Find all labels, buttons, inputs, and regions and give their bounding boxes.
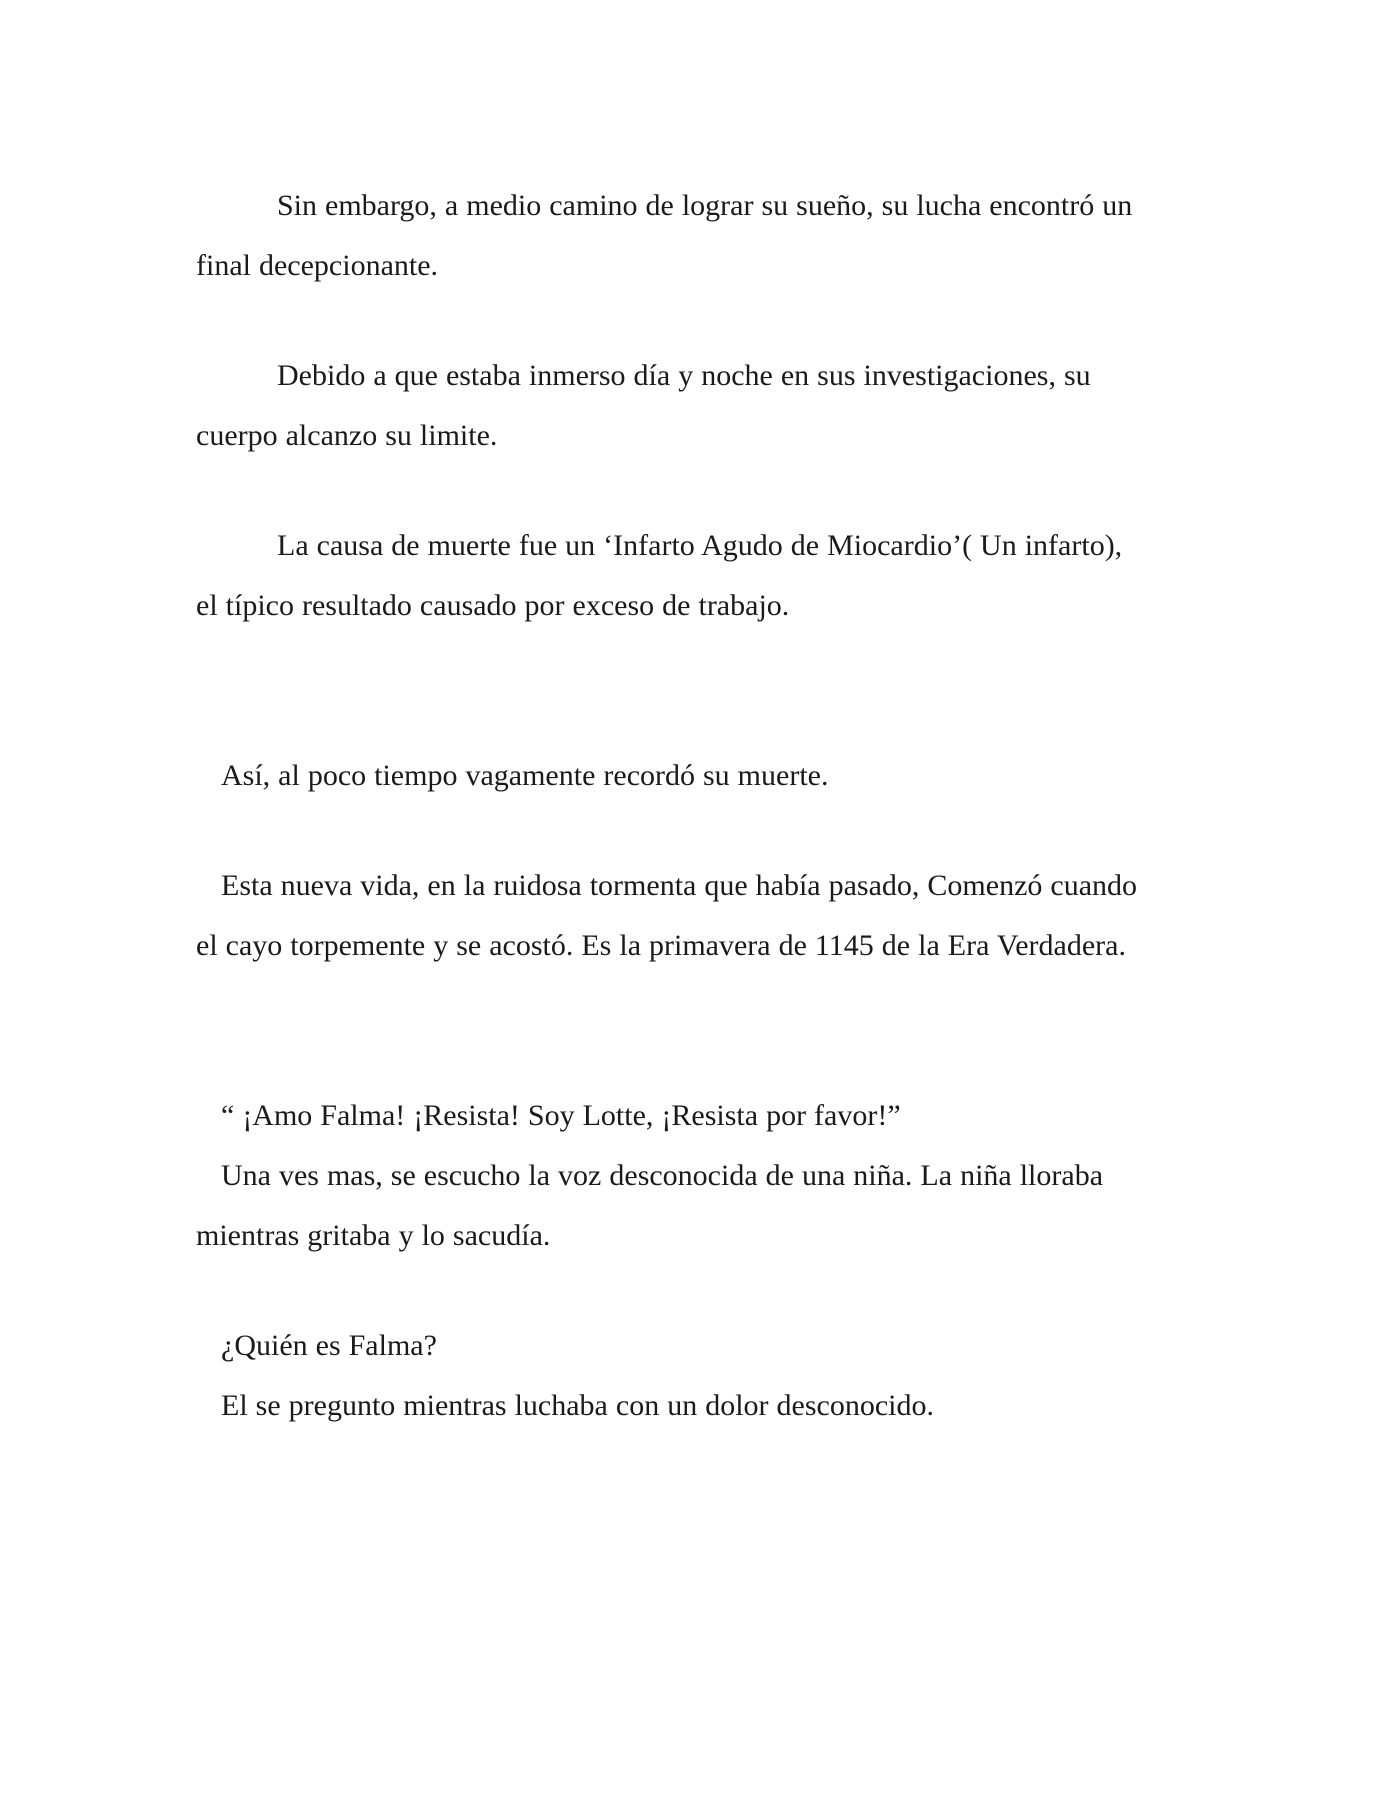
- text-line: Debido a que estaba inmerso día y noche en sus investigaciones, su: [277, 359, 1091, 392]
- text-line: Esta nueva vida, en la ruidosa tormenta que había pasado, Comenzó cuando: [221, 869, 1138, 902]
- text-line: La causa de muerte fue un ‘Infarto Agudo de Miocardio’( Un infarto),: [277, 529, 1123, 562]
- paragraph-2: [196, 346, 1206, 466]
- text-line: “ ¡Amo Falma! ¡Resista! Soy Lotte, ¡Resista por favor!”: [221, 1099, 901, 1132]
- text-line: Sin embargo, a medio camino de lograr su sueño, su lucha encontró un: [277, 189, 1133, 222]
- paragraph-4: [196, 746, 1206, 806]
- text-line: el típico resultado causado por exceso de trabajo.: [196, 589, 790, 622]
- text-line: Una ves mas, se escucho la voz desconocida de una niña. La niña lloraba: [221, 1159, 1104, 1192]
- paragraph-6: [196, 1086, 1206, 1266]
- paragraph-1: [196, 176, 1206, 296]
- text-line: ¿Quién es Falma?: [221, 1329, 437, 1362]
- text-line: mientras gritaba y lo sacudía.: [196, 1219, 551, 1252]
- text-line: final decepcionante.: [196, 249, 439, 282]
- text-line: El se pregunto mientras luchaba con un dolor desconocido.: [221, 1389, 934, 1422]
- text-line: Así, al poco tiempo vagamente recordó su muerte.: [221, 759, 829, 792]
- paragraph-5: [196, 856, 1206, 976]
- paragraph-3: [196, 516, 1206, 636]
- text-line: cuerpo alcanzo su limite.: [196, 419, 498, 452]
- paragraph-7: [196, 1316, 1206, 1436]
- text-line: el cayo torpemente y se acostó. Es la primavera de 1145 de la Era Verdadera.: [196, 929, 1126, 962]
